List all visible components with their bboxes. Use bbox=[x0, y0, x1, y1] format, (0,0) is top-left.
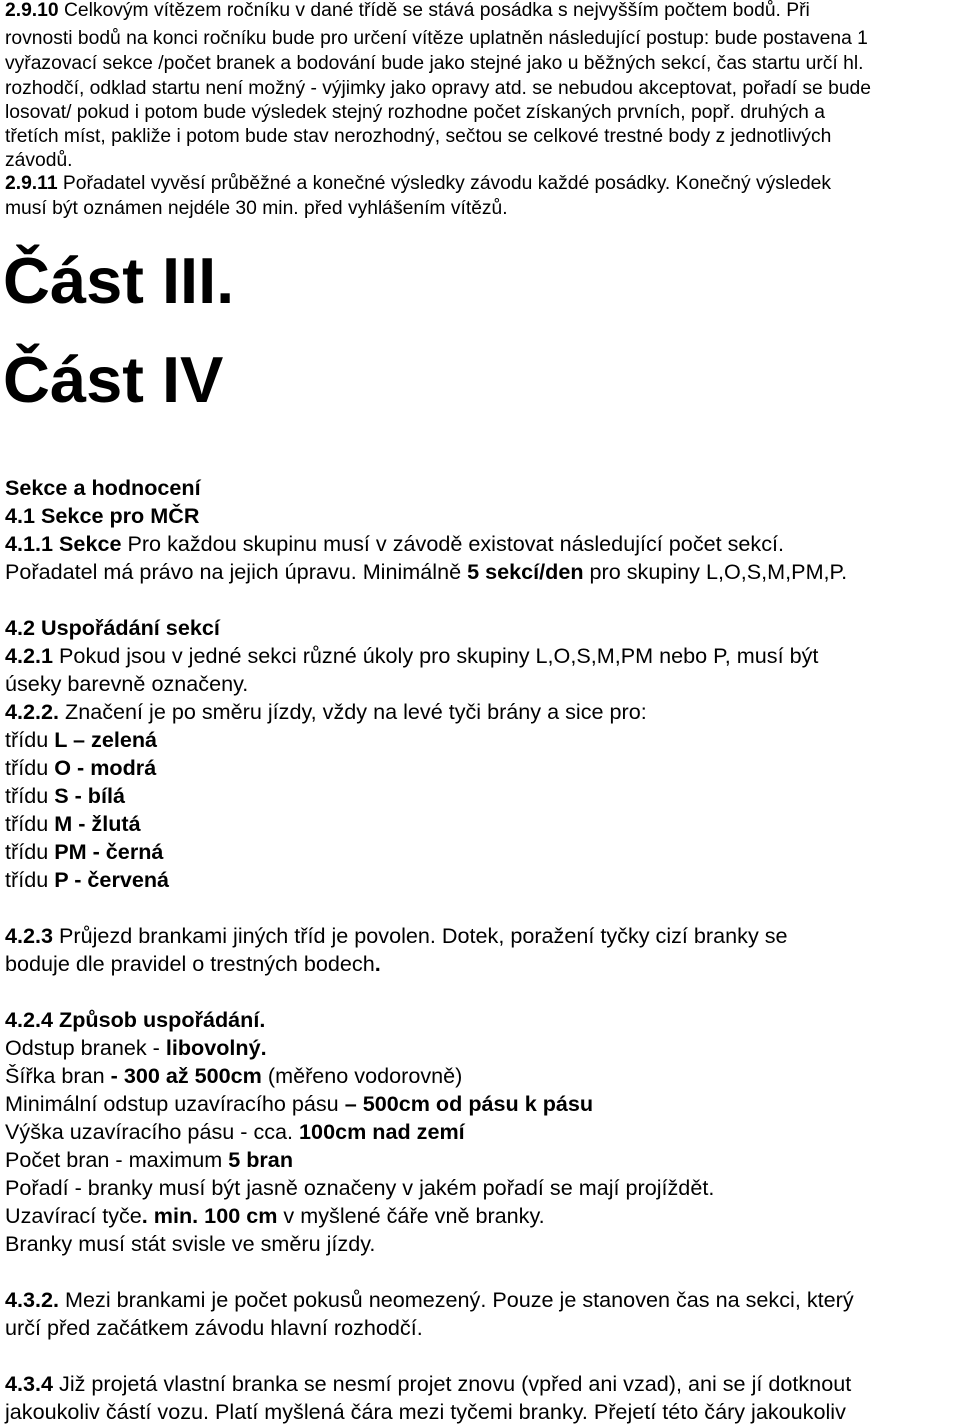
rule-2-9-11-line-1: 2.9.11 Pořadatel vyvěsí průběžné a konečné výsledky závodu každé posádky. Konečný výsledek bbox=[5, 173, 832, 194]
rule-4-2-3-line-2: boduje dle pravidel o trestných bodech. bbox=[5, 951, 381, 976]
rule-2-9-10-line-3: vyřazovací sekce /počet branek a bodování bude jako stejné jako u běžných sekcí, čas startu určí hl. bbox=[5, 53, 864, 74]
rule-number: 4.2.3 bbox=[5, 923, 54, 948]
rule-2-9-10-line-2: rovnosti bodů na konci ročníku bude pro určení vítěze uplatněn následující postup: bude postavena 1 bbox=[5, 28, 868, 49]
rule-2-9-11-line-2: musí být oznámen nejdéle 30 min. před vyhlášením vítězů. bbox=[5, 198, 508, 219]
rule-number: 4.2.2. bbox=[5, 699, 60, 724]
rule-2-9-10-line-1: 2.9.10 Celkovým vítězem ročníku v dané třídě se stává posádka s nejvyšším počtem bodů. Při bbox=[5, 0, 810, 21]
class-color-item: třídu M - žlutá bbox=[5, 811, 141, 836]
closing-belt-height-row: Výška uzavíracího pásu - cca. 100cm nad zemí bbox=[5, 1119, 465, 1144]
gate-spacing-row: Odstup branek - libovolný. bbox=[5, 1035, 267, 1060]
class-color-item: třídu PM - černá bbox=[5, 839, 164, 864]
gate-order-row: Pořadí - branky musí být jasně označeny v jakém pořadí se mají projíždět. bbox=[5, 1175, 715, 1200]
class-color-item: třídu L – zelená bbox=[5, 727, 158, 752]
rule-number: 4.3.2. bbox=[5, 1287, 60, 1312]
section-4-2-heading: 4.2 Uspořádání sekcí bbox=[5, 615, 220, 640]
rule-number: 4.1.1 Sekce bbox=[5, 531, 122, 556]
rule-2-9-10-line-5: losovat/ pokud i potom bude výsledek stejný rozhodne počet získaných prvních, popř. druhých a bbox=[5, 102, 825, 123]
closing-poles-row: Uzavírací tyče. min. 100 cm v myšlené čáře vně branky. bbox=[5, 1203, 545, 1228]
class-color-item: třídu S - bílá bbox=[5, 783, 126, 808]
rule-4-2-1-line-2: úseky barevně označeny. bbox=[5, 671, 249, 696]
rule-number: 4.3.4 bbox=[5, 1371, 54, 1396]
rule-4-2-3-line-1: 4.2.3 Průjezd brankami jiných tříd je povolen. Dotek, poražení tyčky cizí branky se bbox=[5, 923, 788, 948]
rule-4-3-4-line-2: jakoukoliv částí vozu. Platí myšlená čára mezi tyčemi branky. Přejetí této čáry jakoukoliv bbox=[5, 1399, 846, 1424]
section-title: Sekce a hodnocení bbox=[5, 475, 201, 500]
rule-2-9-10-line-4: rozhodčí, odklad startu není možný - výjimky jako opravy atd. se nebudou akceptovat, pořadí se bude bbox=[5, 78, 871, 99]
rule-4-2-4-heading: 4.2.4 Způsob uspořádání. bbox=[5, 1007, 266, 1032]
gate-width-row: Šířka bran - 300 až 500cm (měřeno vodorovně) bbox=[5, 1063, 463, 1088]
gate-vertical-row: Branky musí stát svisle ve směru jízdy. bbox=[5, 1231, 376, 1256]
rule-4-2-2: 4.2.2. Značení je po směru jízdy, vždy na levé tyči brány a sice pro: bbox=[5, 699, 647, 724]
rule-4-3-2-line-2: určí před začátkem závodu hlavní rozhodčí. bbox=[5, 1315, 423, 1340]
closing-belt-spacing-row: Minimální odstup uzavíracího pásu – 500cm od pásu k pásu bbox=[5, 1091, 594, 1116]
rule-number: 2.9.10 bbox=[5, 0, 59, 21]
rule-2-9-10-line-7: závodů. bbox=[5, 150, 73, 171]
rule-number: 4.2.1 bbox=[5, 643, 54, 668]
rule-4-3-4-line-1: 4.3.4 Již projetá vlastní branka se nesmí projet znovu (vpřed ani vzad), ani se jí dotknout bbox=[5, 1371, 852, 1396]
section-4-1-heading: 4.1 Sekce pro MČR bbox=[5, 503, 200, 528]
rule-4-1-1-line-2: Pořadatel má právo na jejich úpravu. Minimálně 5 sekcí/den pro skupiny L,O,S,M,PM,P. bbox=[5, 559, 848, 584]
rule-4-1-1-line-1: 4.1.1 Sekce Pro každou skupinu musí v závodě existovat následující počet sekcí. bbox=[5, 531, 785, 556]
part-4-heading: Část IV bbox=[3, 343, 224, 416]
gate-count-row: Počet bran - maximum 5 bran bbox=[5, 1147, 294, 1172]
rule-number: 2.9.11 bbox=[5, 173, 58, 194]
rule-4-3-2-line-1: 4.3.2. Mezi brankami je počet pokusů neomezený. Pouze je stanoven čas na sekci, který bbox=[5, 1287, 854, 1312]
class-color-item: třídu O - modrá bbox=[5, 755, 157, 780]
rule-4-2-1-line-1: 4.2.1 Pokud jsou v jedné sekci různé úkoly pro skupiny L,O,S,M,PM nebo P, musí být bbox=[5, 643, 819, 668]
rule-2-9-10-line-6: třetích míst, pakliže i potom bude stav nerozhodný, sečtou se celkové trestné body z jednotlivých bbox=[5, 126, 832, 147]
part-3-heading: Část III. bbox=[3, 244, 235, 317]
class-color-item: třídu P - červená bbox=[5, 867, 170, 892]
